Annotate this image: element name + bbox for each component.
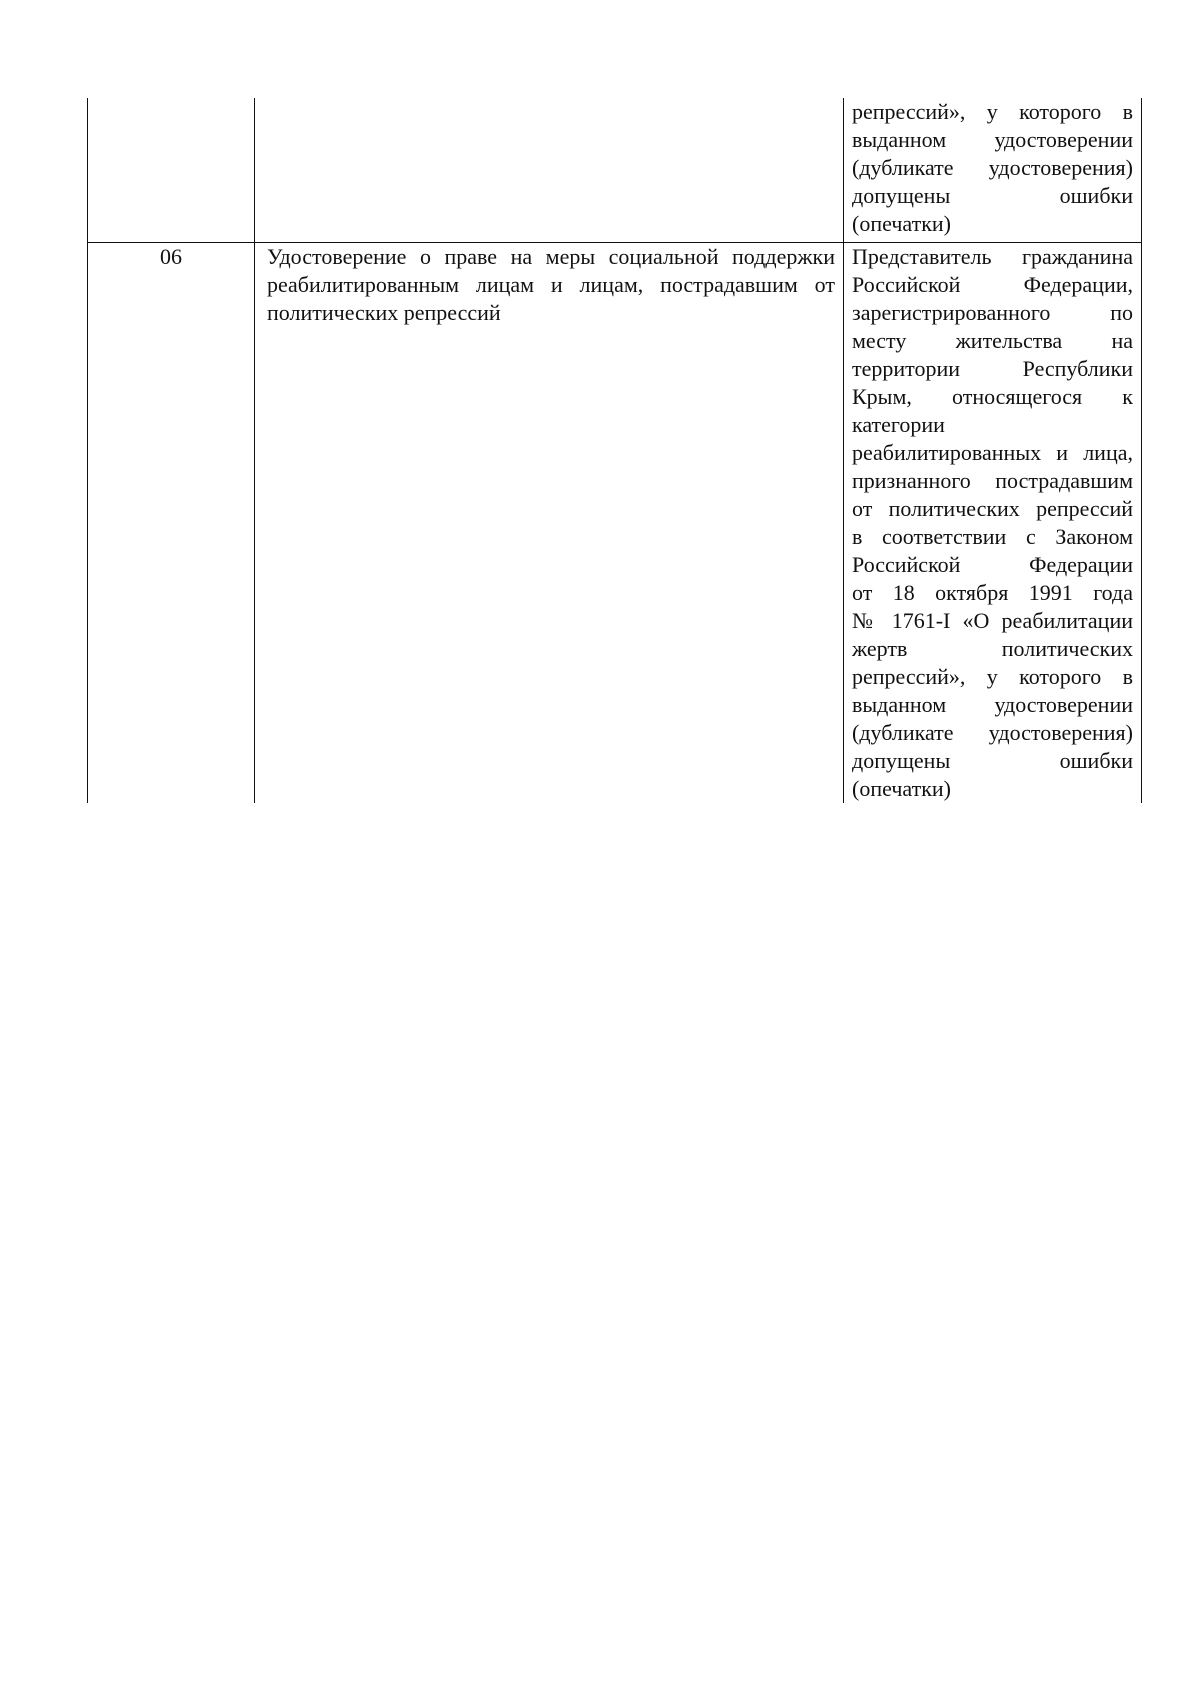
applicant-line: репрессий», у которого в [852, 664, 1133, 689]
applicant-line: репрессий», у которого в [852, 99, 1133, 124]
applicant-line: категории [852, 412, 945, 437]
applicant-line: допущены ошибки [852, 183, 1133, 208]
applicant-line: допущены ошибки [852, 748, 1133, 773]
applicant-line: жертв политических [852, 636, 1133, 661]
applicant-line: реабилитированных и лица, [852, 440, 1133, 465]
applicant-line: Российской Федерации, [852, 272, 1133, 297]
document-name-text: Удостоверение о праве на меры социальной поддержки реабилитированным лицам и лицам, пострадавшим от политических репрессий [267, 244, 835, 325]
applicant-line: выданном удостоверении [852, 692, 1133, 717]
applicant-line: (дубликате удостоверения) [852, 720, 1133, 745]
applicant-line: Российской Федерации [852, 552, 1133, 577]
applicant-cell [844, 98, 1142, 243]
applicant-line: месту жительства на [852, 328, 1133, 353]
document-name-cell [255, 98, 844, 243]
applicant-line: (дубликате удостоверения) [852, 155, 1133, 180]
applicant-line: территории Республики [852, 356, 1133, 381]
applicant-line: в соответствии с Законом [852, 524, 1133, 549]
row-number-cell: 06 [88, 243, 255, 804]
applicant-line: от 18 октября 1991 года [852, 580, 1133, 605]
applicant-cell [844, 243, 1142, 804]
applicant-line: (опечатки) [852, 776, 951, 801]
services-table [87, 98, 1142, 803]
applicant-line: выданном удостоверении [852, 127, 1133, 152]
applicant-line: признанного пострадавшим [852, 468, 1133, 493]
applicant-line: Представитель гражданина [852, 244, 1133, 269]
applicant-line: (опечатки) [852, 211, 951, 236]
row-number-cell [88, 98, 255, 243]
table-row [88, 98, 1142, 243]
document-name-cell [255, 243, 844, 804]
applicant-line: Крым, относящегося к [852, 384, 1133, 409]
applicant-line: зарегистрированного по [852, 300, 1133, 325]
table-row [88, 243, 1142, 804]
applicant-line: № 1761-I «О реабилитации [852, 608, 1133, 633]
applicant-line: от политических репрессий [852, 496, 1133, 521]
